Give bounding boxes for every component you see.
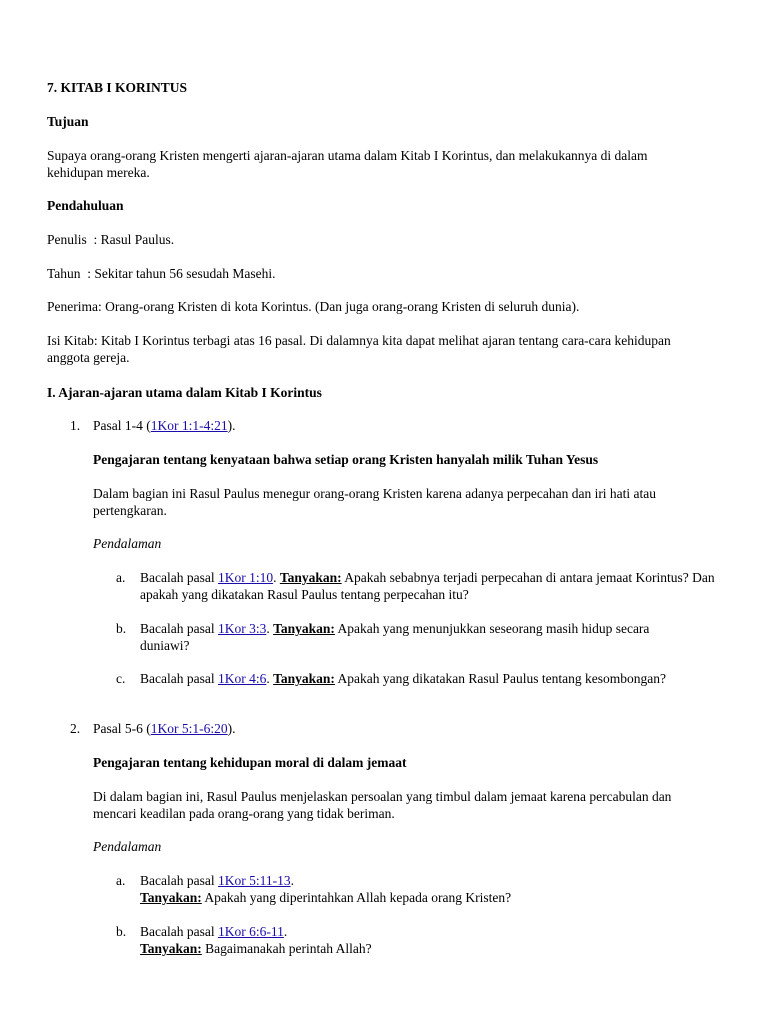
scripture-link[interactable]: 1Kor 6:6-11: [217, 924, 284, 939]
question-item: [140, 923, 700, 957]
tanyakan-label: Tanyakan:: [140, 890, 202, 905]
question-item: [140, 620, 700, 654]
item-subtitle: Pengajaran tentang kehidupan moral di dalam jemaat: [93, 755, 407, 770]
scripture-link[interactable]: 1Kor 4:6: [217, 671, 267, 686]
paren-open: (: [142, 721, 151, 736]
paren-open: (: [142, 418, 151, 433]
tujuan-text: Supaya orang-orang Kristen mengerti ajaran-ajaran utama dalam Kitab I Korintus, dan melakukannya di dalam kehidupan mereka.: [47, 148, 648, 180]
period: .: [266, 621, 270, 636]
list-item: [70, 720, 80, 737]
question-letter: a.: [116, 873, 126, 888]
tanyakan-label: Tanyakan:: [273, 621, 335, 636]
question-text: Bagaimanakah perintah Allah?: [201, 941, 372, 956]
pasal-label: Pasal 5-6: [93, 721, 143, 736]
penulis-line: Penulis : Rasul Paulus.: [47, 232, 175, 247]
scripture-link[interactable]: 1Kor 3:3: [217, 621, 267, 636]
question-letter: a.: [116, 570, 126, 585]
tanyakan-label: Tanyakan:: [140, 941, 202, 956]
item-description: Dalam bagian ini Rasul Paulus menegur orang-orang Kristen karena adanya perpecahan dan iri hati atau pertengkaran.: [93, 486, 657, 518]
scripture-link[interactable]: 1Kor 1:10: [217, 570, 274, 585]
bacalah-text: Bacalah pasal: [140, 924, 218, 939]
question-item: [140, 569, 720, 603]
paren-close: ).: [227, 418, 236, 433]
question-text: Apakah yang diperintahkan Allah kepada orang Kristen?: [201, 890, 512, 905]
period: .: [283, 924, 288, 939]
tanyakan-label: Tanyakan:: [273, 671, 335, 686]
scripture-link[interactable]: 1Kor 1:1-4:21: [150, 418, 228, 433]
tanyakan-label: Tanyakan:: [279, 570, 342, 585]
question-text: Apakah sebabnya terjadi perpecahan di antara jemaat Korintus? Dan apakah yang dikatakan Rasul Paulus tentang perpecahan itu?: [140, 570, 715, 602]
isi-kitab-line: Isi Kitab: Kitab I Korintus terbagi atas 16 pasal. Di dalamnya kita dapat melihat ajaran tentang cara-cara kehidupan anggota gereja.: [47, 333, 671, 365]
pasal-line: [93, 720, 236, 737]
item-subtitle: Pengajaran tentang kenyataan bahwa setiap orang Kristen hanyalah milik Tuhan Yesus: [93, 452, 599, 467]
penerima-line: Penerima: Orang-orang Kristen di kota Korintus. (Dan juga orang-orang Kristen di seluruh dunia).: [47, 299, 580, 314]
bacalah-text: Bacalah pasal: [140, 873, 218, 888]
pendahuluan-title: Pendahuluan: [47, 198, 124, 213]
question-letter: c.: [116, 671, 126, 686]
scripture-link[interactable]: 1Kor 5:11-13: [217, 873, 291, 888]
question-item: [140, 872, 700, 906]
scripture-link[interactable]: 1Kor 5:1-6:20: [150, 721, 228, 736]
tujuan-title: Tujuan: [47, 114, 89, 129]
question-text: Apakah yang dikatakan Rasul Paulus tentang kesombongan?: [334, 671, 666, 686]
pasal-line: [93, 417, 236, 434]
pasal-label: Pasal 1-4: [93, 418, 143, 433]
tahun-line: Tahun : Sekitar tahun 56 sesudah Masehi.: [47, 266, 276, 281]
bacalah-text: Bacalah pasal: [140, 570, 218, 585]
section-title: I. Ajaran-ajaran utama dalam Kitab I Korintus: [47, 385, 322, 400]
pendalaman-label: Pendalaman: [93, 536, 162, 551]
question-letter: b.: [116, 924, 127, 939]
bacalah-text: Bacalah pasal: [140, 671, 218, 686]
list-number: 1.: [70, 418, 81, 433]
bacalah-text: Bacalah pasal: [140, 621, 218, 636]
question-item: [140, 670, 670, 687]
list-number: 2.: [70, 721, 81, 736]
question-letter: b.: [116, 621, 127, 636]
period: .: [273, 570, 277, 585]
period: .: [266, 671, 270, 686]
list-item: [70, 417, 80, 434]
period: .: [290, 873, 294, 888]
pendalaman-label: Pendalaman: [93, 839, 162, 854]
question-text: Apakah yang menunjukkan seseorang masih hidup secara duniawi?: [140, 621, 650, 653]
item-description: Di dalam bagian ini, Rasul Paulus menjelaskan persoalan yang timbul dalam jemaat karena percabulan dan mencari keadilan pada orang-orang yang tidak beriman.: [93, 789, 672, 821]
paren-close: ).: [227, 721, 236, 736]
document-heading: 7. KITAB I KORINTUS: [47, 80, 188, 95]
